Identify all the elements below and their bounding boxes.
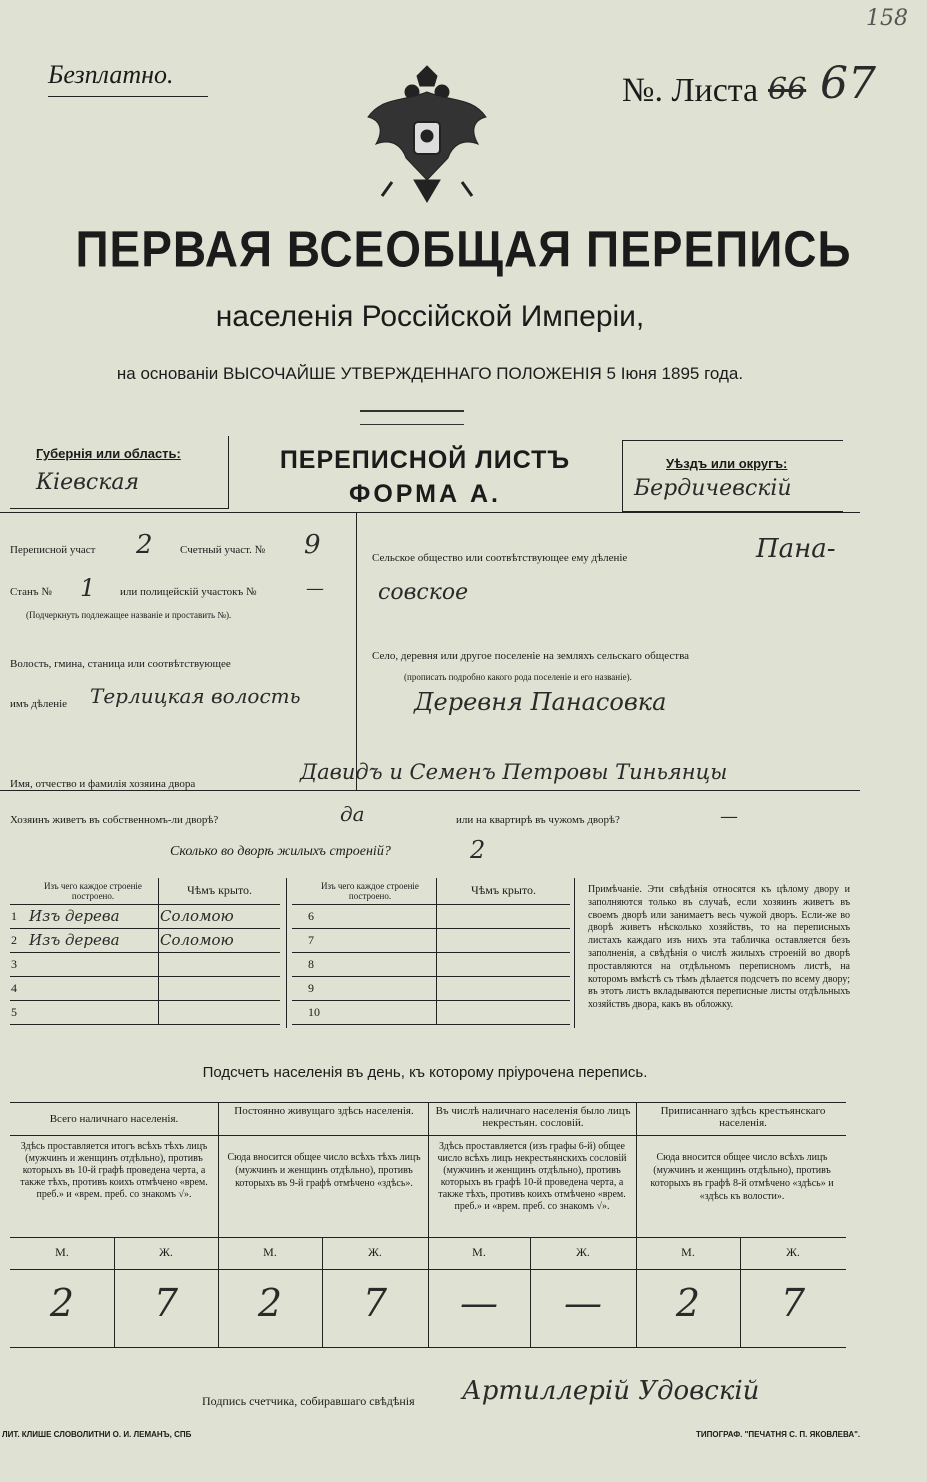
m-label: М.: [472, 1245, 486, 1259]
m-label: М.: [681, 1245, 695, 1259]
col-material-header: Изъ чего каждое строеніе построено.: [28, 878, 159, 904]
schetny-value: 9: [304, 530, 321, 560]
imperial-eagle-emblem: [362, 62, 492, 210]
signature-label: Подпись счетчика, собиравшаго свѣдѣнія: [202, 1394, 415, 1408]
owner-name-value: Давидъ и Семенъ Петровы Тиньянцы: [300, 760, 728, 784]
m-label: М.: [55, 1245, 69, 1259]
count-table: [10, 1102, 846, 1348]
uezd-label: Уѣздъ или округъ:: [666, 456, 788, 471]
table-row: 4: [10, 976, 280, 1000]
table-row: 10: [292, 1000, 570, 1024]
buildings-value: 2: [470, 836, 486, 864]
owner-rent-value: —: [720, 806, 738, 827]
underline-note: (Подчеркнуть подлежащее названіе и проставить №).: [26, 610, 232, 620]
f-label: Ж.: [786, 1245, 800, 1259]
table-row: 6: [292, 904, 570, 928]
f-label: Ж.: [159, 1245, 173, 1259]
count-value: 2: [675, 1281, 701, 1325]
police-value: —: [306, 578, 324, 599]
sheet-number-label: №. Листа: [622, 72, 759, 109]
count-value: 7: [153, 1281, 179, 1325]
count-col3-desc: Здѣсь проставляется (изъ графы 6-й) общее число всѣхъ лицъ некрестьянскихъ сословій (мужчинъ и женщинъ отдѣльно), противъ которыхъ въ графѣ 10-й проведена черта, а также тѣхъ, противъ коихъ отмѣчено «врем. преб.» и «врем. преб. со знакомъ √».: [437, 1141, 627, 1212]
count-value: —: [564, 1281, 602, 1325]
count-col4-head: Приписаннаго здѣсь крестьянскаго населенія.: [660, 1105, 826, 1129]
m-label: М.: [263, 1245, 277, 1259]
corner-number: 158: [866, 6, 908, 31]
police-label: или полицейскій участокъ №: [120, 586, 257, 598]
sheet-number-value: 67: [820, 58, 876, 109]
count-title: Подсчетъ населенія въ день, къ которому пріурочена перепись.: [202, 1064, 648, 1081]
table-row: 2 Изъ дерева Соломою: [10, 928, 280, 952]
table-row: 8: [292, 952, 570, 976]
printer-left: ЛИТ. КЛИШЕ СЛОВОЛИТНИ О. И. ЛЕМАНЪ, СПБ: [2, 1430, 192, 1439]
ornament-divider: [360, 410, 464, 425]
uchastok-value: 2: [136, 530, 153, 560]
table-row: 1 Изъ дерева Соломою: [10, 904, 280, 928]
form-subtitle: населенія Россійской Имперіи,: [215, 300, 645, 333]
printer-right: ТИПОГРАФ. "ПЕЧАТНЯ С. П. ЯКОВЛЕВА".: [696, 1430, 861, 1439]
gubernia-value: Кіевская: [36, 470, 140, 495]
buildings-label: Сколько во дворѣ жилыхъ строеній?: [170, 844, 391, 859]
buildings-table-left: [10, 878, 280, 1025]
count-value: 2: [49, 1281, 75, 1325]
society-label: Сельское общество или соотвѣтствующее ему дѣленіе: [372, 552, 628, 564]
count-value: 7: [780, 1281, 806, 1325]
volost-label: Волость, гмина, станица или соотвѣтствующее: [10, 658, 231, 670]
table-row: 7: [292, 928, 570, 952]
village-value: Деревня Панасовка: [414, 688, 667, 716]
buildings-note: Примѣчаніе. Эти свѣдѣнія относятся къ цѣлому двору и заполняются только въ случаѣ, если хозяинъ живетъ въ своемъ дворѣ или занимаетъ весь чужой дворъ. Если-же во дворѣ живетъ нѣсколько хозяйствъ, то на переписныхъ листахъ каждаго изъ нихъ эта табличка оставляется безъ заполненія, а свѣдѣнія о числѣ жилыхъ строеній во дворѣ проставляются на отдѣльномъ переписномъ листѣ, на которомъ вмѣстѣ съ тѣмъ дѣлается подсчетъ по всему двору; въ этотъ листъ вкладываются переписные листы отдѣльныхъ хозяйствъ двора, какъ въ обложку.: [588, 884, 850, 1011]
society-value-2: совское: [378, 580, 469, 605]
form-basis: на основаніи ВЫСОЧАЙШЕ УТВЕРЖДЕННАГО ПОЛОЖЕНІЯ 5 Іюня 1895 года.: [116, 364, 744, 383]
schetny-label: Счетный участ. №: [180, 544, 266, 556]
owner-name-label: Имя, отчество и фамилія хозяина двора: [10, 778, 196, 790]
signature-value: Артиллерій Удовскій: [462, 1376, 760, 1406]
form-type: ФОРМА А.: [349, 480, 501, 508]
form-sheet-title: ПЕРЕПИСНОЙ ЛИСТЪ: [279, 446, 571, 474]
owner-rent-label: или на квартирѣ въ чужомъ дворѣ?: [456, 814, 620, 826]
village-label: Село, деревня или другое поселеніе на земляхъ сельскаго общества: [372, 650, 690, 662]
village-note: (прописать подробно какого рода поселеніе и его названіе).: [404, 672, 632, 682]
uchastok-label: Переписной участ: [10, 544, 96, 556]
free-label: Безплатно.: [48, 60, 174, 89]
col-roof-header: Чѣмъ крыто.: [186, 883, 253, 898]
table-row: 9: [292, 976, 570, 1000]
owner-lives-label: Хозяинъ живетъ въ собственномъ-ли дворѣ?: [10, 814, 219, 826]
society-value-1: Пана-: [756, 534, 836, 564]
count-col1-desc: Здѣсь проставляется итогъ всѣхъ тѣхъ лицъ (мужчинъ и женщинъ отдѣльно), противъ которыхъ въ 10-й графѣ проведена черта, а также тѣхъ, противъ коихъ отмѣчено «врем. преб.» и «врем. преб. со знакомъ √».: [20, 1141, 208, 1200]
count-col2-desc: Сюда вносится общее число всѣхъ тѣхъ лицъ (мужчинъ и женщинъ отдѣльно), противъ которыхъ въ 9-й графѣ отмѣчено «здѣсь».: [227, 1152, 421, 1189]
uezd-value: Бердичевскій: [634, 476, 792, 501]
count-col3-head: Въ числѣ наличнаго населенія было лицъ некрестьян. сословій.: [435, 1105, 631, 1129]
owner-lives-value: да: [340, 802, 365, 826]
f-label: Ж.: [576, 1245, 590, 1259]
sheet-number-crossed: 66: [768, 72, 807, 107]
stan-value: 1: [80, 574, 96, 602]
table-row: 5: [10, 1000, 280, 1024]
count-col2-head: Постоянно живущаго здѣсь населенія.: [234, 1105, 414, 1117]
count-value: 2: [257, 1281, 283, 1325]
form-title: ПЕРВАЯ ВСЕОБЩАЯ ПЕРЕПИСЬ: [75, 220, 852, 278]
count-col1-head: Всего наличнаго населенія.: [49, 1113, 179, 1125]
count-value: 7: [362, 1281, 388, 1325]
table-row: 3: [10, 952, 280, 976]
f-label: Ж.: [368, 1245, 382, 1259]
count-value: —: [460, 1281, 498, 1325]
stan-label: Станъ №: [10, 586, 52, 598]
volost-label-2: имъ дѣленіе: [10, 698, 68, 710]
count-col4-desc: Сюда вносится общее число всѣхъ лицъ (мужчинъ и женщинъ отдѣльно), противъ которыхъ въ графѣ 8-й отмѣчено «здѣсь» и «здѣсь къ волости».: [650, 1152, 834, 1202]
volost-value: Терлицкая волость: [90, 684, 301, 708]
buildings-table-right: Изъ чего каждое строеніе построено. Чѣмъ крыто. 6 7 8 9 10: [292, 878, 570, 1025]
gubernia-label: Губернія или область:: [36, 446, 181, 461]
